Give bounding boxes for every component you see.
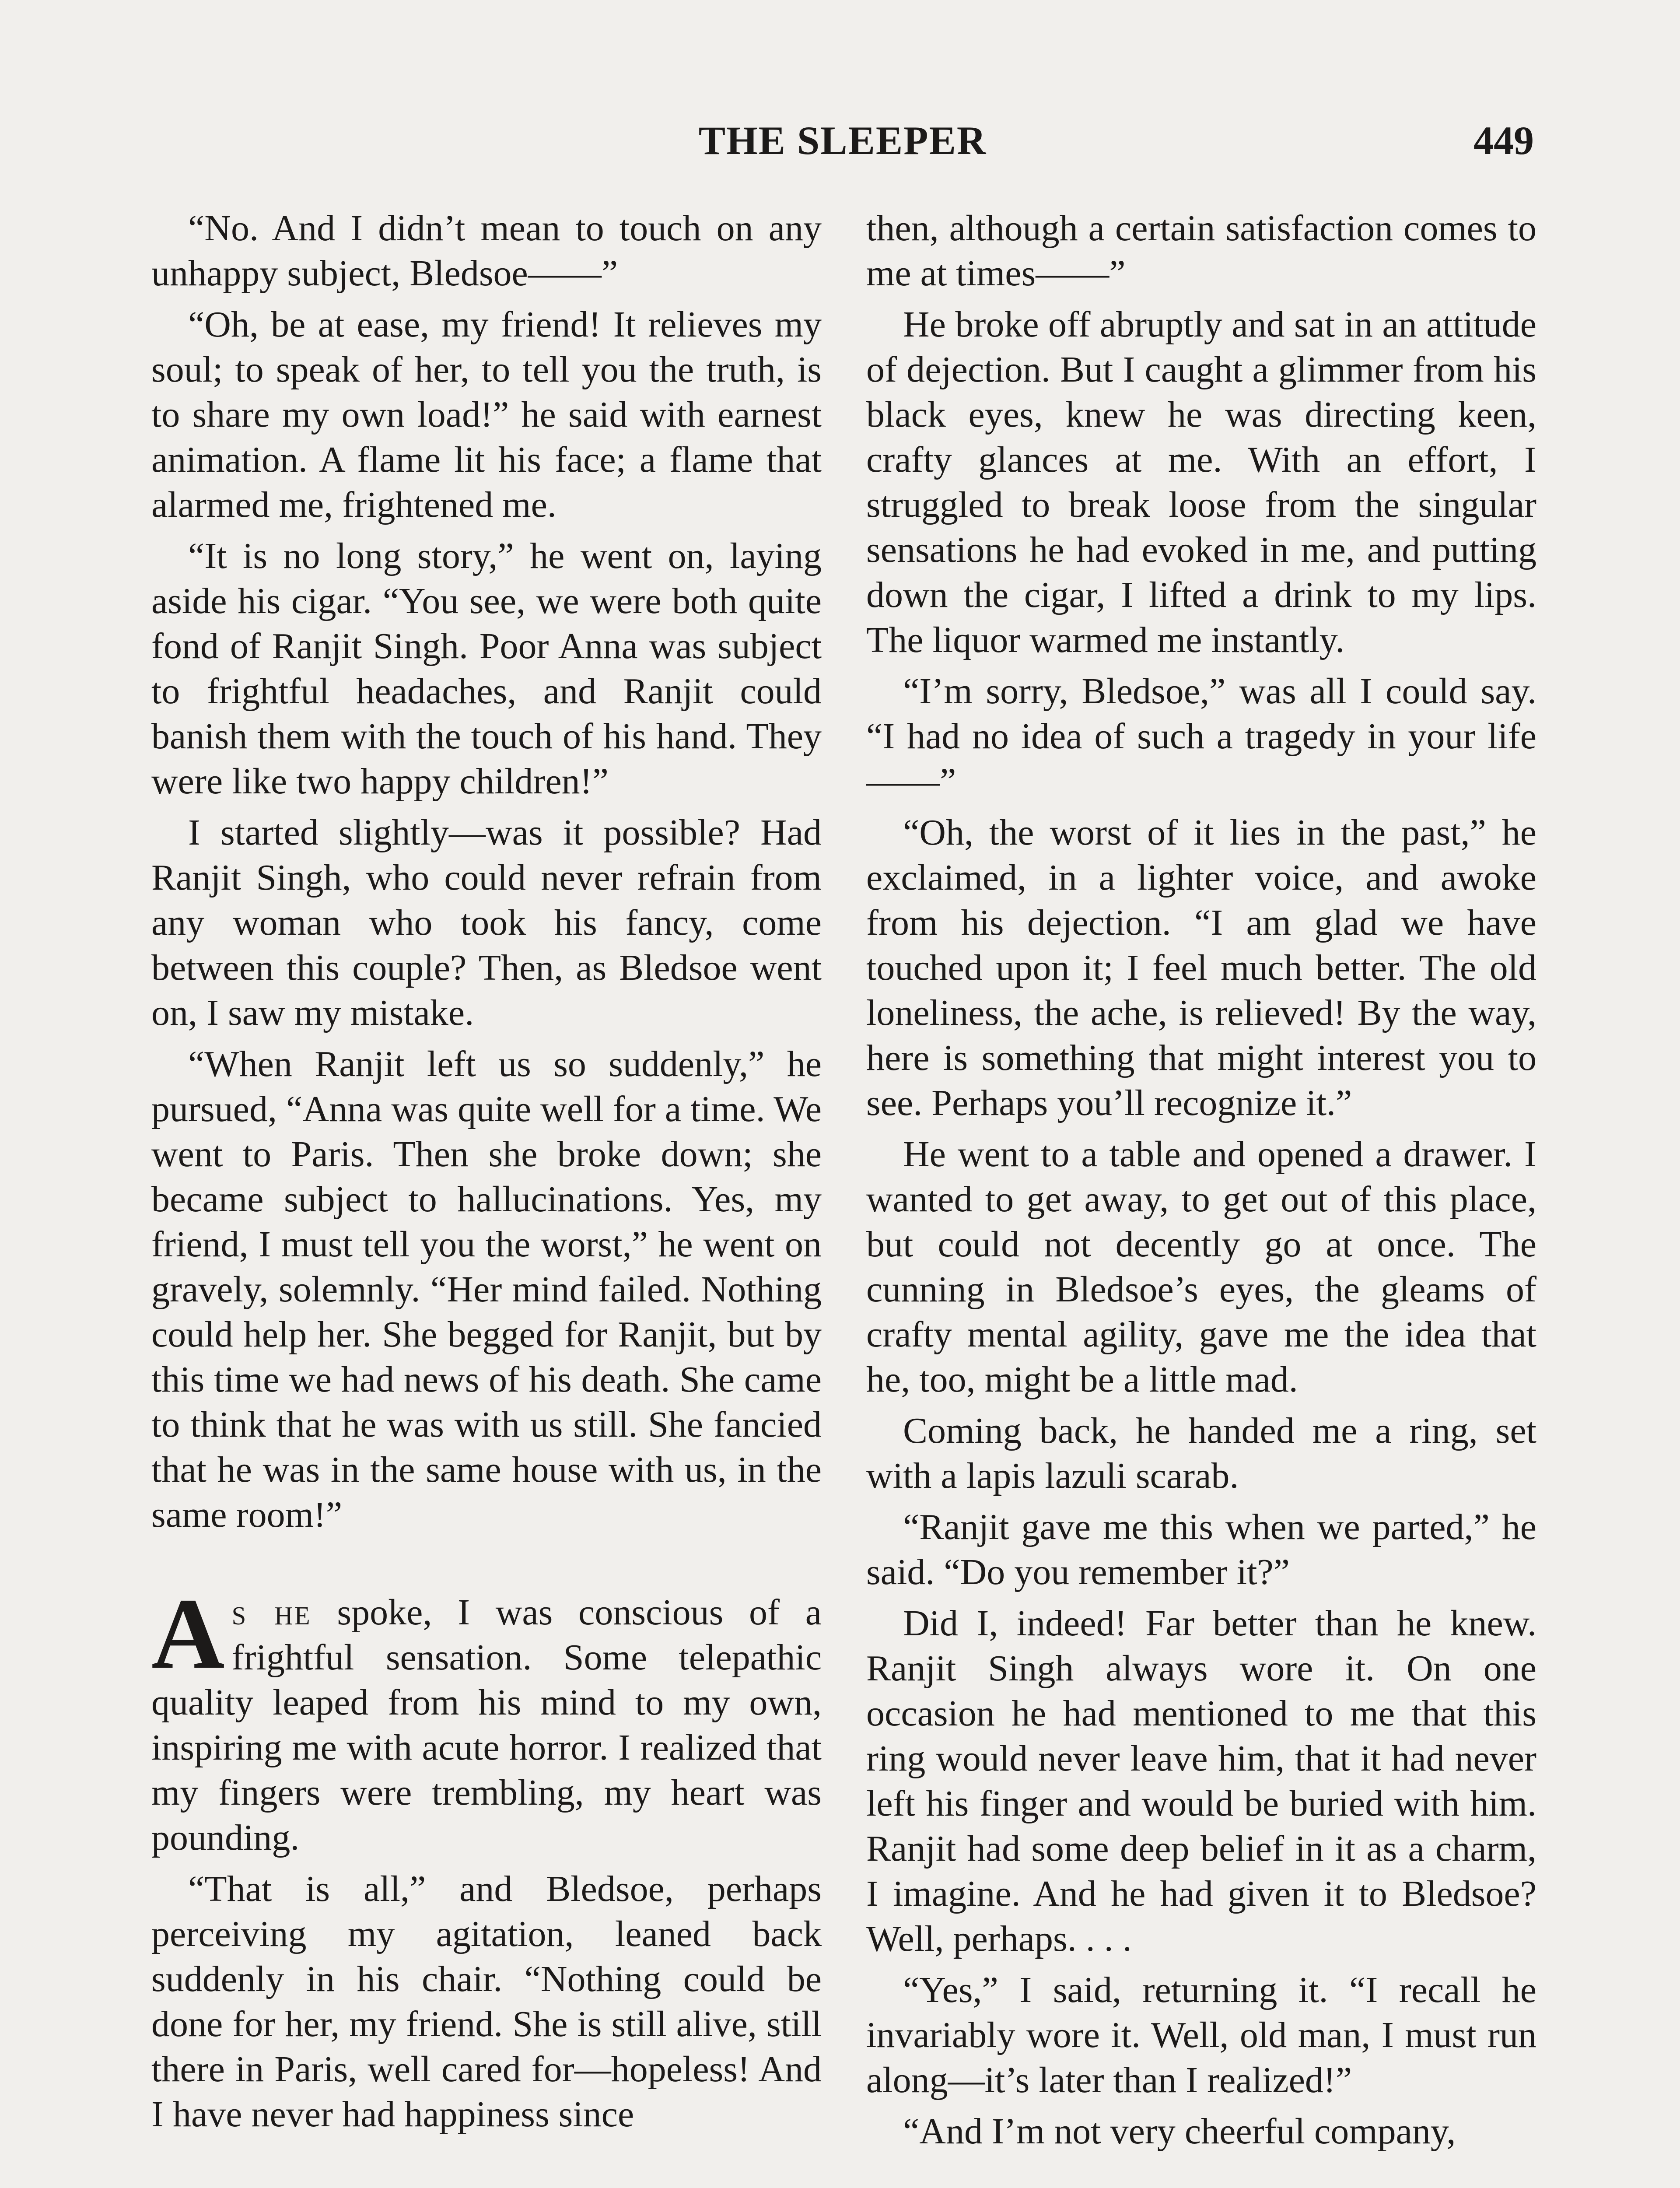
paragraph: “Ranjit gave me this when we parted,” he said. “Do you remember it?” (866, 1507, 1536, 1592)
page-header (151, 117, 1534, 170)
running-title: THE SLEEPER (698, 118, 987, 163)
paragraph: “When Ranjit left us so suddenly,” he pursued, “Anna was quite well for a time. We went to Paris. Then she broke down; she became subject to hallucinations. Yes, my friend, I must tell you the worst,” he went on gravely, solemnly. “Her mind failed. Nothing could help her. She begged for Ranjit, but by this time we had news of his death. She came to think that he was with us still. She fancied that he was in the same house with us, in the same room!” (151, 1044, 822, 1535)
paragraph: then, although a certain satisfaction comes to me at times——” (866, 208, 1536, 294)
paragraph: “No. And I didn’t mean to touch on any unhappy subject, Bledsoe——” (151, 208, 822, 294)
paragraph: Did I, indeed! Far better than he knew. Ranjit Singh always wore it. On one occasion he had mentioned to me that this ring would never leave him, that it had never left his finger and would be buried with him. Ranjit had some deep belief in it as a charm, I imagine. And he had given it to Bledsoe? Well, perhaps. . . . (866, 1603, 1536, 1959)
paragraph: “Oh, the worst of it lies in the past,” he exclaimed, in a lighter voice, and awoke from his dejection. “I am glad we have touched upon it; I feel much better. The old loneliness, the ache, is relieved! By the way, here is something that might interest you to see. Perhaps you’ll recognize it.” (866, 812, 1536, 1123)
paragraph: “It is no long story,” he went on, laying aside his cigar. “You see, we were both quite fond of Ranjit Singh. Poor Anna was subject to frightful headaches, and Ranjit could banish them with the touch of his hand. They were like two happy children!” (151, 536, 822, 802)
paragraph: “Oh, be at ease, my friend! It relieves my soul; to speak of her, to tell you the truth, is to share my own load!” he said with earnest animation. A flame lit his face; a flame that alarmed me, frightened me. (151, 304, 822, 525)
paragraph: Coming back, he handed me a ring, set with a lapis lazuli scarab. (866, 1410, 1536, 1496)
paragraph: I started slightly—was it possible? Had Ranjit Singh, who could never refrain from any woman who took his fancy, come between this couple? Then, as Bledsoe went on, I saw my mistake. (151, 812, 822, 1033)
small-caps-lead: s he (231, 1592, 312, 1633)
paragraph: “And I’m not very cheerful company, (903, 2111, 1456, 2152)
section-opening-paragraph (151, 1578, 822, 1860)
paragraph: He broke off abruptly and sat in an attitude of dejection. But I caught a glimmer from his black eyes, knew he was directing keen, crafty glances at me. With an effort, I struggled to break loose from the singular sensations he had evoked in me, and putting down the cigar, I lifted a drink to my lips. The liquor warmed me instantly. (866, 304, 1536, 660)
left-column (151, 206, 822, 2143)
right-column (866, 206, 1536, 2160)
page-number: 449 (1474, 118, 1534, 163)
paragraph-text: spoke, I was conscious of a frightful sensation. Some telepathic quality leaped from his mind to my own, inspiring me with acute horror. I realized that my fingers were trembling, my heart was pounding. (151, 1592, 822, 1858)
drop-cap: A (151, 1578, 225, 1690)
paragraph: “Yes,” I said, returning it. “I recall he invariably wore it. Well, old man, I must run along—it’s later than I realized!” (866, 1970, 1536, 2100)
paragraph: He went to a table and opened a drawer. I wanted to get away, to get out of this place, but could not decently go at once. The cunning in Bledsoe’s eyes, the gleams of crafty mental agility, gave me the idea that he, too, might be a little mad. (866, 1134, 1536, 1400)
paragraph: “That is all,” and Bledsoe, perhaps perceiving my agitation, leaned back suddenly in his chair. “Nothing could be done for her, my friend. She is still alive, still there in Paris, well cared for—hopeless! And I have never had happiness since (151, 1869, 822, 2135)
paragraph: “I’m sorry, Bledsoe,” was all I could say. “I had no idea of such a tragedy in your life——” (866, 671, 1536, 802)
